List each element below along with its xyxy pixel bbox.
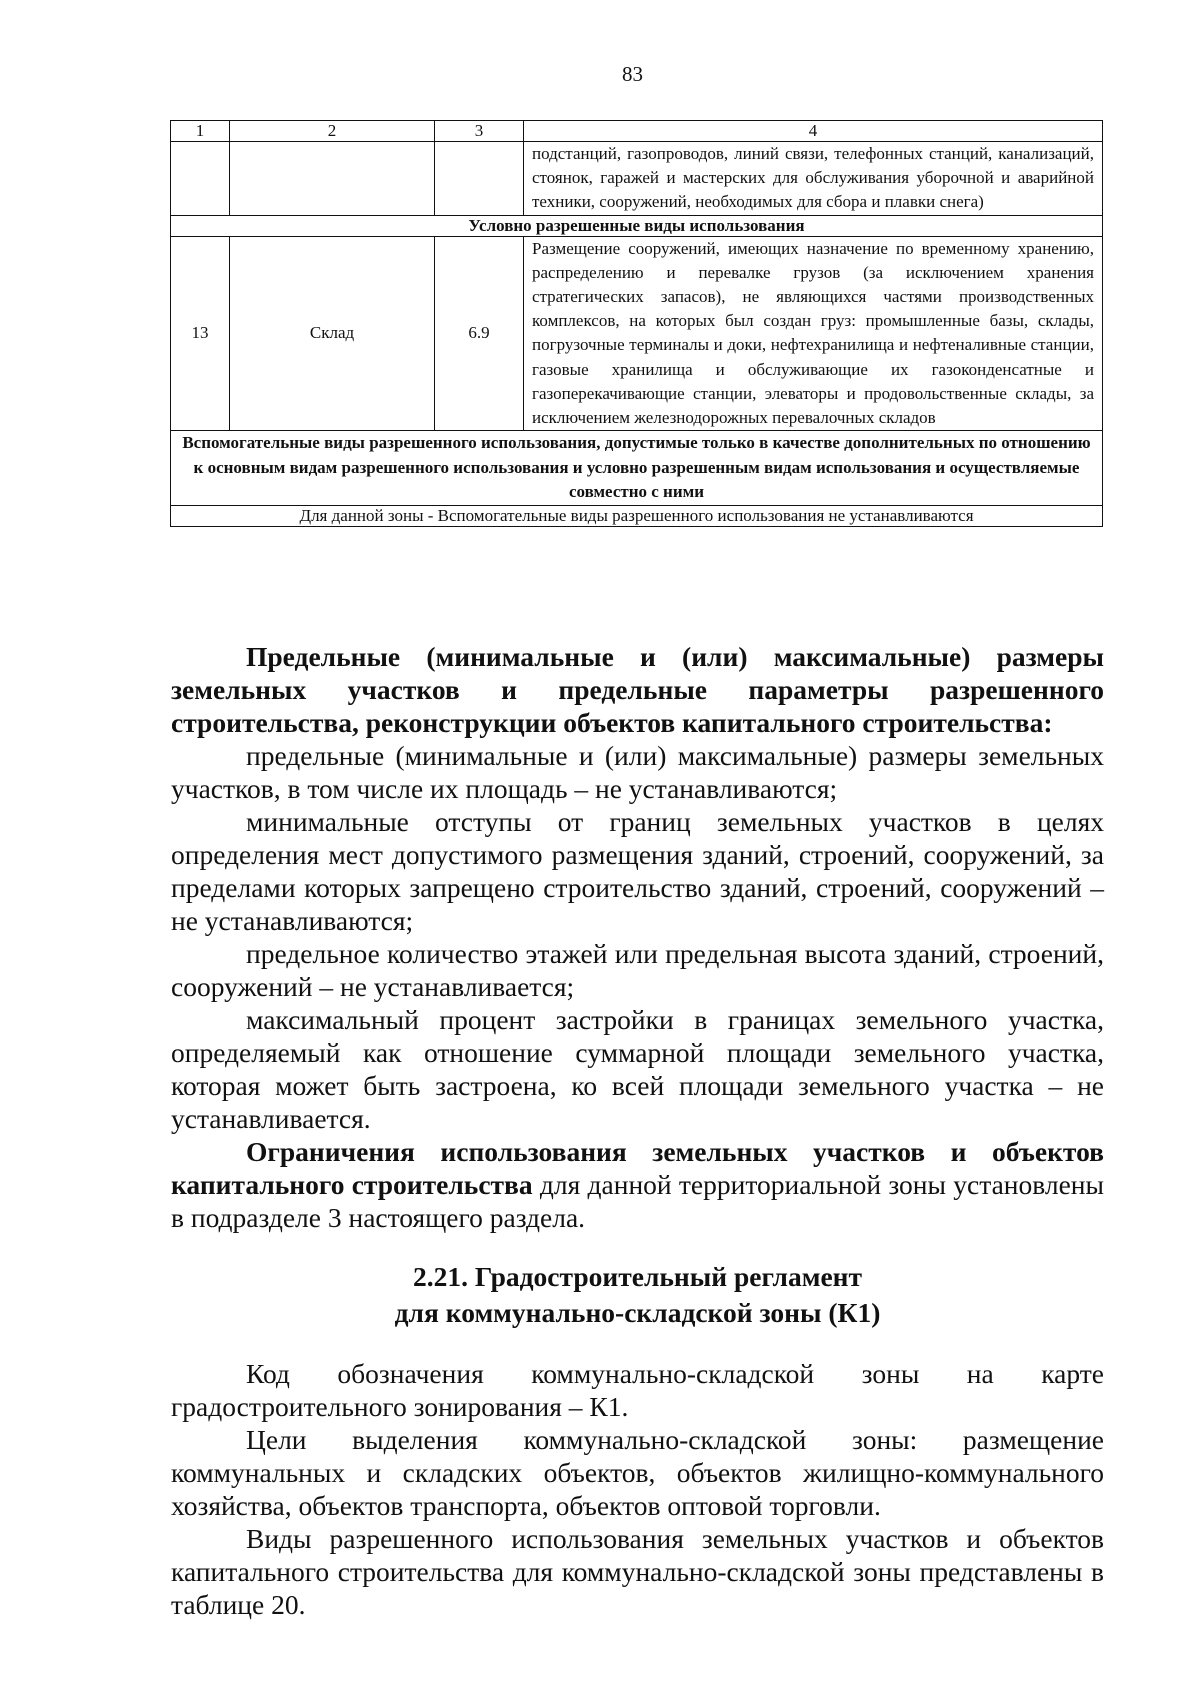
- limits-title: Предельные (минимальные и (или) максимальные) размеры земельных участков и предельные параметры разрешенного строительства, реконструкции объектов капитального строительства:: [171, 641, 1104, 738]
- row-number: 13: [171, 236, 230, 431]
- column-header-1: 1: [171, 121, 230, 142]
- conditional-uses-header-row: [171, 215, 1103, 236]
- zone-paragraph: Код обозначения коммунально-складской зоны на карте градостроительного зонирования – К1.: [171, 1358, 1104, 1422]
- land-use-table: [170, 120, 1103, 527]
- empty-cell: [230, 142, 435, 216]
- table-row-continuation: [171, 142, 1103, 216]
- auxiliary-uses-header-row: [171, 431, 1103, 506]
- page-number: 83: [622, 62, 643, 86]
- column-header-2: 2: [230, 121, 435, 142]
- restrictions-bold: Ограничения использования земельных участков и объектов капитального строительства: [171, 1136, 1104, 1200]
- continuation-description: подстанций, газопроводов, линий связи, телефонных станций, канализаций, стоянок, гаражей и мастерских для обслуживания уборочной и аварийной техники, сооружений, необходимых для сбора и плавки снега): [524, 142, 1103, 216]
- column-header-3: 3: [435, 121, 524, 142]
- auxiliary-note-row: [171, 505, 1103, 526]
- limits-block: [171, 640, 1104, 1234]
- section-heading: [171, 1259, 1104, 1331]
- section-title-line-1: 2.21. Градостроительный регламент: [412, 1261, 863, 1292]
- row-code: 6.9: [435, 236, 524, 431]
- section-title-line-2: для коммунально-складской зоны (К1): [394, 1297, 881, 1328]
- zone-paragraph: Виды разрешенного использования земельных участков и объектов капитального строительства для коммунально-складской зоны представлены в таблице 20.: [171, 1523, 1104, 1620]
- conditional-uses-header: Условно разрешенные виды использования: [171, 215, 1103, 236]
- limits-item: предельное количество этажей или предельная высота зданий, строений, сооружений – не устанавливается;: [171, 938, 1104, 1002]
- table-header-row: [171, 121, 1103, 142]
- limits-item: предельные (минимальные и (или) максимальные) размеры земельных участков, в том числе их площадь – не устанавливаются;: [171, 740, 1104, 804]
- row-name: Склад: [230, 236, 435, 431]
- zone-description-block: [171, 1357, 1104, 1621]
- empty-cell: [435, 142, 524, 216]
- row-description: Размещение сооружений, имеющих назначение по временному хранению, распределению и перевалке грузов (за исключением хранения стратегических запасов), не являющихся частями производственных комплексов, на которых был создан груз: промышленные базы, склады, погрузочные терминалы и доки, нефтехранилища и нефтеналивные станции, газовые хранилища и обслуживающие их газоконденсатные и газоперекачивающие станции, элеваторы и продовольственные склады, за исключением железнодорожных перевалочных складов: [524, 236, 1103, 431]
- auxiliary-note: Для данной зоны - Вспомогательные виды разрешенного использования не устанавливаются: [171, 505, 1103, 526]
- auxiliary-uses-header: Вспомогательные виды разрешенного использования, допустимые только в качестве дополнительных по отношению к основным видам разрешенного использования и условно разрешенным видам использования и осуществляемые совместно с ними: [171, 431, 1103, 506]
- restrictions-rest: для данной территориальной зоны установлены в подразделе 3 настоящего раздела.: [171, 1169, 1104, 1233]
- empty-cell: [171, 142, 230, 216]
- zone-paragraph: Цели выделения коммунально-складской зоны: размещение коммунальных и складских объектов, объектов жилищно-коммунального хозяйства, объектов транспорта, объектов оптовой торговли.: [171, 1424, 1104, 1521]
- limits-item: максимальный процент застройки в границах земельного участка, определяемый как отношение суммарной площади земельного участка, которая может быть застроена, ко всей площади земельного участка – не устанавливается.: [171, 1004, 1104, 1134]
- column-header-4: 4: [524, 121, 1103, 142]
- table-row: [171, 236, 1103, 431]
- limits-item: минимальные отступы от границ земельных участков в целях определения мест допустимого размещения зданий, строений, сооружений, за пределами которых запрещено строительство зданий, строений, сооружений – не устанавливаются;: [171, 806, 1104, 936]
- restrictions-paragraph: [171, 1135, 1104, 1234]
